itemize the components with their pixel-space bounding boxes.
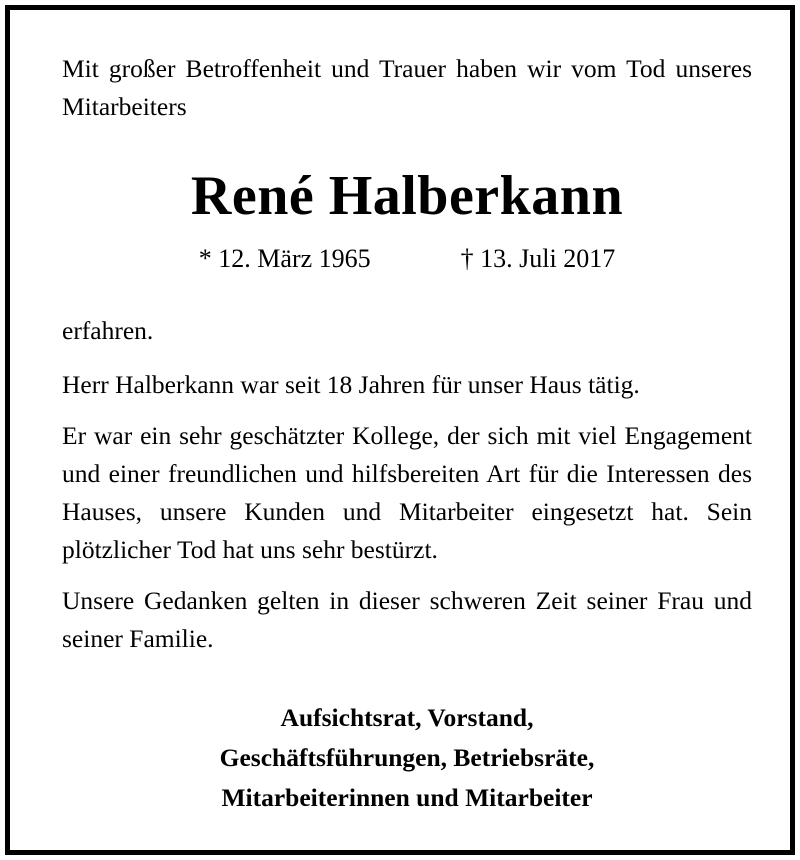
signature-line: Aufsichtsrat, Vorstand, (280, 703, 534, 732)
notice-content (62, 50, 752, 818)
signature-block (62, 698, 752, 818)
death-date: † 13. Juli 2017 (460, 244, 616, 273)
erfahren-text: erfahren. (62, 316, 154, 345)
colleague-text: Er war ein sehr geschätzter Kollege, der sich mit viel Engagement und einer freundlichen und hilfsbereiten Art für die Interessen des Hauses, unsere Kunden und Mitarbeiter eingesetzt hat. Sein plötzlicher Tod hat uns sehr bestürzt. (62, 421, 752, 564)
signature-line: Geschäftsführungen, Betriebsräte, (219, 743, 595, 772)
thoughts-text: Unsere Gedanken gelten in dieser schweren Zeit seiner Frau und seiner Familie. (62, 586, 752, 653)
obituary-notice (5, 5, 795, 855)
tenure-text: Herr Halberkann war seit 18 Jahren für unser Haus tätig. (62, 370, 640, 399)
deceased-name: René Halberkann (190, 165, 624, 227)
intro-text: Mit großer Betroffenheit und Trauer haben wir vom Tod unseres Mitarbeiters (62, 54, 752, 121)
birth-date: * 12. März 1965 (198, 244, 371, 273)
signature-line: Mitarbeiterinnen und Mitarbeiter (221, 783, 593, 812)
life-dates (62, 242, 752, 276)
